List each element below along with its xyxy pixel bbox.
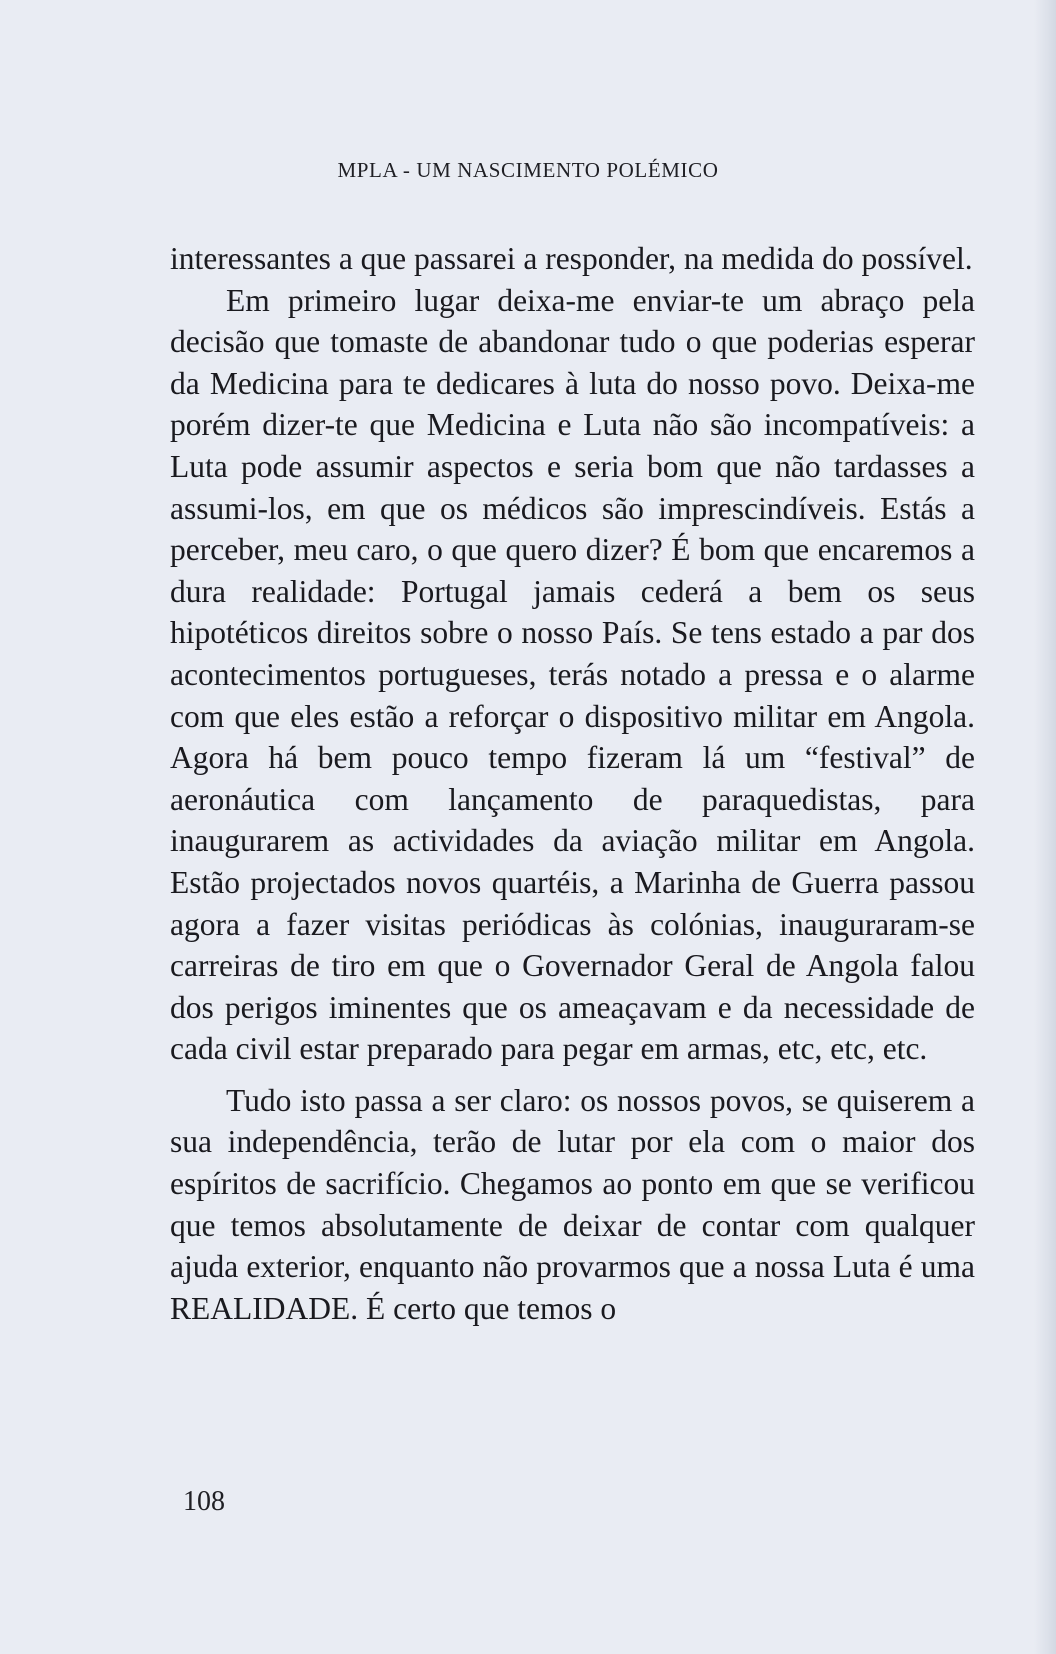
paragraph-continuation: interessantes a que passarei a responder, na medida do possível.	[170, 241, 973, 276]
running-head: MPLA - UM NASCIMENTO POLÉMICO	[337, 158, 719, 182]
paragraph: Em primeiro lugar deixa-me enviar-te um abraço pela decisão que tomaste de abandonar tudo o que poderias esperar da Medicina para te dedicares à luta do nosso povo. Deixa-me porém dizer-te que Medicina e Luta não são incompatíveis: a Luta pode assumir aspectos e seria bom que não tardasses a assumi-los, em que os médicos são imprescindíveis. Estás a perceber, meu caro, o que quero dizer? É bom que encaremos a dura realidade: Portugal jamais cederá a bem os seus hipotéticos direitos sobre o nosso País. Se tens estado a par dos acontecimentos portugueses, terás notado a pressa e o alarme com que eles estão a reforçar o dispositivo militar em Angola. Agora há bem pouco tempo fizeram lá um “festival” de aeronáutica com lançamento de paraquedistas, para inaugurarem as actividades da aviação militar em Angola. Estão projectados novos quartéis, a Marinha de Guerra passou agora a fazer visitas periódicas às colónias, inauguraram-se carreiras de tiro em que o Governador Geral de Angola falou dos perigos iminentes que os ameaçavam e da necessidade de cada civil estar preparado para pegar em armas, etc, etc, etc.	[170, 282, 975, 1067]
body-text	[170, 238, 975, 1329]
paragraph: Tudo isto passa a ser claro: os nossos povos, se quiserem a sua independência, terão de lutar por ela com o maior dos espíritos de sacrifício. Chegamos ao ponto em que se verificou que temos absolutamente de deixar de contar com qualquer ajuda exterior, enquanto não provarmos que a nossa Luta é uma REALIDADE. É certo que temos o	[170, 1082, 975, 1326]
page-edge-shadow	[1034, 0, 1056, 1654]
page-number: 108	[183, 1486, 225, 1517]
